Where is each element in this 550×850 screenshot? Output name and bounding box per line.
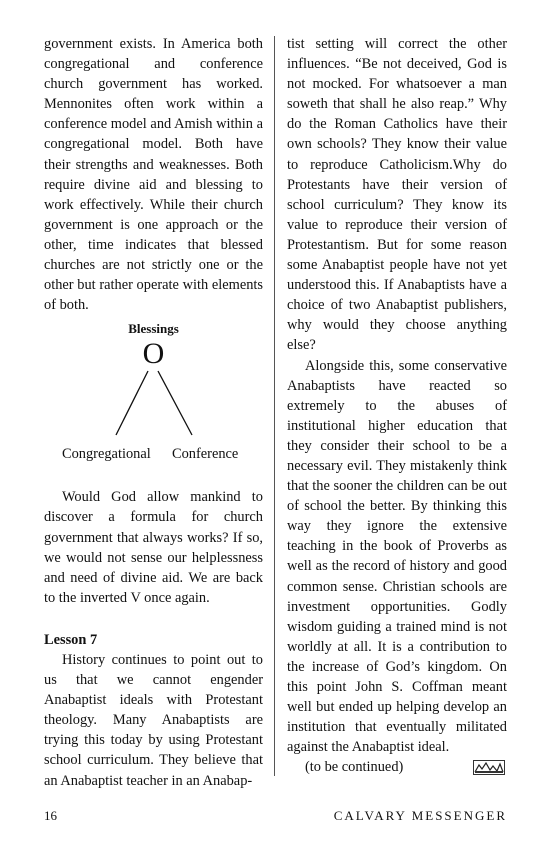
paragraph: History continues to point out to us that we cannot engender Anabaptist ideals with Protestant theology. Many Anabaptists are trying this today by using Protestant school curriculum. They believe that an Anabaptist teacher in an Anabap- <box>44 651 263 789</box>
end-ornament-icon <box>473 760 505 775</box>
paragraph: Alongside this, some conservative Anabaptists have reacted so extremely to the abuses of institutional higher education that they consider their school to be a necessary evil. They mistakenly think that the sooner the children can be out of school the better. By thinking this way they ignore the extensive teaching in the book of Proverbs as well as the record of history and good common sense. Christian schools are investment opportunities. Godly wisdom guiding a trained mind is not worldly at all. It is a contribution to the increase of God’s kingdom. On this point John S. Coffman meant well but ended up helping develop an institution that eventually militated against the Anabaptist ideal. <box>287 357 507 756</box>
left-branch-line <box>116 371 148 435</box>
diagram-apex: O <box>142 337 165 371</box>
paragraph: tist setting will correct the other influences. “Be not deceived, God is not mocked. For whatsoever a man soweth that shall he also reap.” Why do the Roman Catholics have their own schools? They know their value to reproduce Catholicism.Why do Protestants have their version of school curriculum? They know its value to reproduce their version of Protestantism. But for some reason some Anabaptist people have not yet understood this. If Anabaptists have a choice of two Anabaptist publishers, why would they choose anything else? <box>287 36 507 354</box>
diagram-title: Blessings <box>128 321 179 337</box>
continued-note: (to be continued) <box>305 759 404 776</box>
paragraph: Would God allow mankind to discover a formula for church government that always works? If so, we would not sense our helplessness and need of divine aid. We are back to the inverted V once again. <box>44 489 263 606</box>
right-branch-line <box>158 371 192 435</box>
inverted-v-diagram <box>44 315 263 487</box>
publication-name: CALVARY MESSENGER <box>333 808 507 823</box>
left-column <box>44 34 263 791</box>
continued-line <box>287 757 507 777</box>
diagram-right-label: Conference <box>172 446 239 463</box>
paragraph: government exists. In America both congregational and conference church government has worked. Mennonites often work within a conference model and Amish within a congregational model. Both have their strengths and weaknesses. Both require divine aid and blessing to work effectively. While their church government is one approach or the other, time indicates that blessed churches are not strictly one or the other but rather operate with elements of both. <box>44 36 263 314</box>
page-number: 16 <box>44 808 57 823</box>
diagram-left-label: Congregational <box>62 446 151 463</box>
column-divider <box>274 36 275 776</box>
right-column <box>287 34 507 777</box>
section-heading: Lesson 7 <box>44 631 98 648</box>
